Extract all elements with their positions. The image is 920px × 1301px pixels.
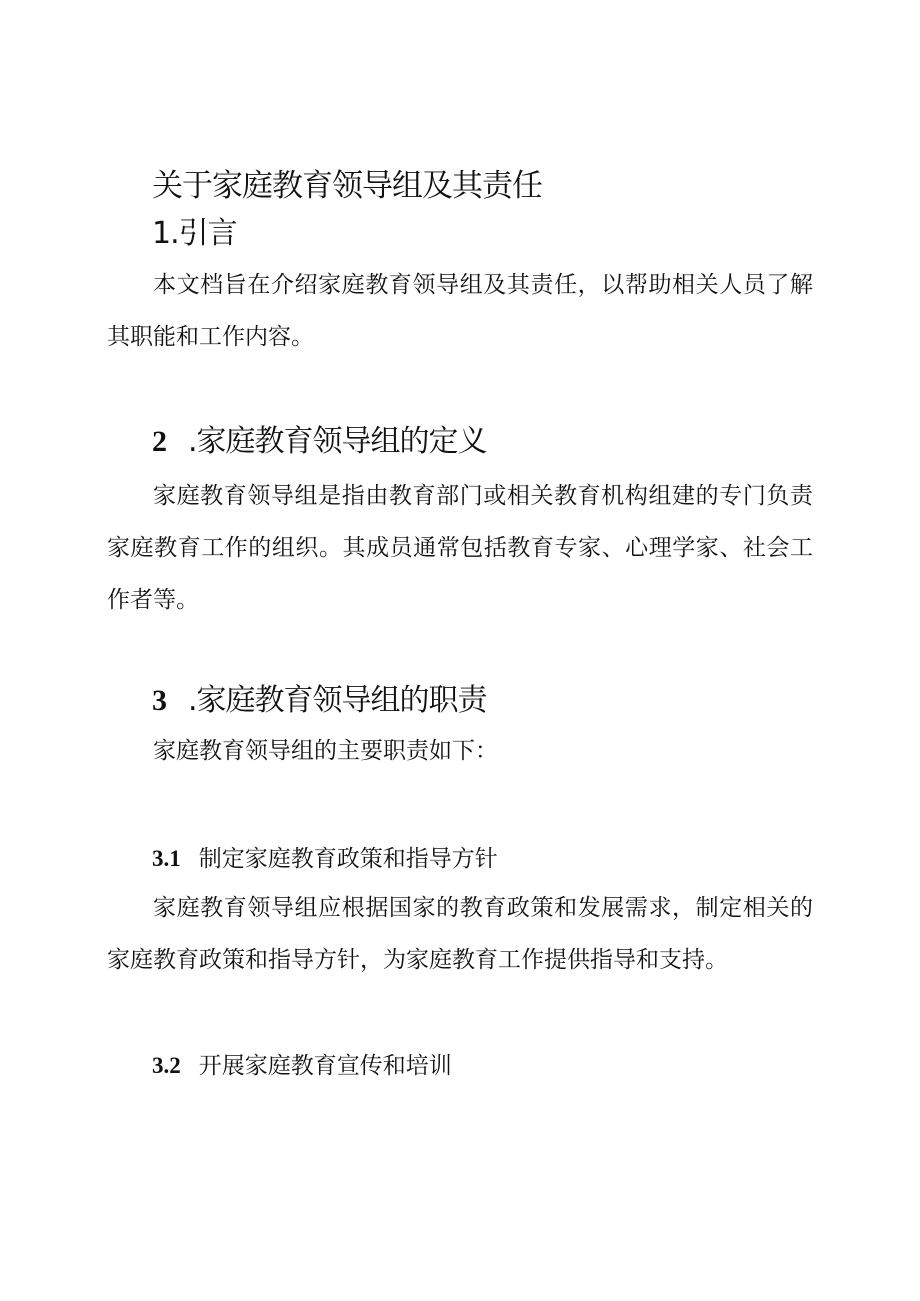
section-3-title: .家庭教育领导组的职责 [188, 683, 487, 718]
section-2-number: 2 [152, 425, 166, 458]
section-3-2-number: 3.2 [152, 1053, 181, 1078]
section-2-heading [152, 420, 487, 464]
document-title: 关于家庭教育领导组及其责任 [152, 168, 542, 204]
section-1-paragraph: 本文档旨在介绍家庭教育领导组及其责任，以帮助相关人员了解其职能和工作内容。 [107, 272, 813, 350]
section-3-1-heading [152, 841, 498, 877]
section-3-number: 3 [152, 684, 166, 717]
section-3-2-heading [152, 1048, 452, 1084]
section-2-paragraph: 家庭教育领导组是指由教育部门或相关教育机构组建的专门负责家庭教育工作的组织。其成员通常包括教育专家、心理学家、社会工作者等。 [107, 483, 813, 613]
section-3-2-title: 开展家庭教育宣传和培训 [198, 1053, 452, 1079]
section-3-1-paragraph: 家庭教育领导组应根据国家的教育政策和发展需求，制定相关的家庭教育政策和指导方针，为家庭教育工作提供指导和支持。 [107, 895, 813, 973]
section-2-title: .家庭教育领导组的定义 [188, 424, 487, 459]
section-3-heading [152, 679, 487, 723]
section-1-heading: 1.引言 [152, 216, 237, 251]
section-3-paragraph: 家庭教育领导组的主要职责如下： [153, 738, 498, 764]
section-3-1-number: 3.1 [152, 846, 181, 871]
section-3-1-title: 制定家庭教育政策和指导方针 [198, 846, 498, 872]
